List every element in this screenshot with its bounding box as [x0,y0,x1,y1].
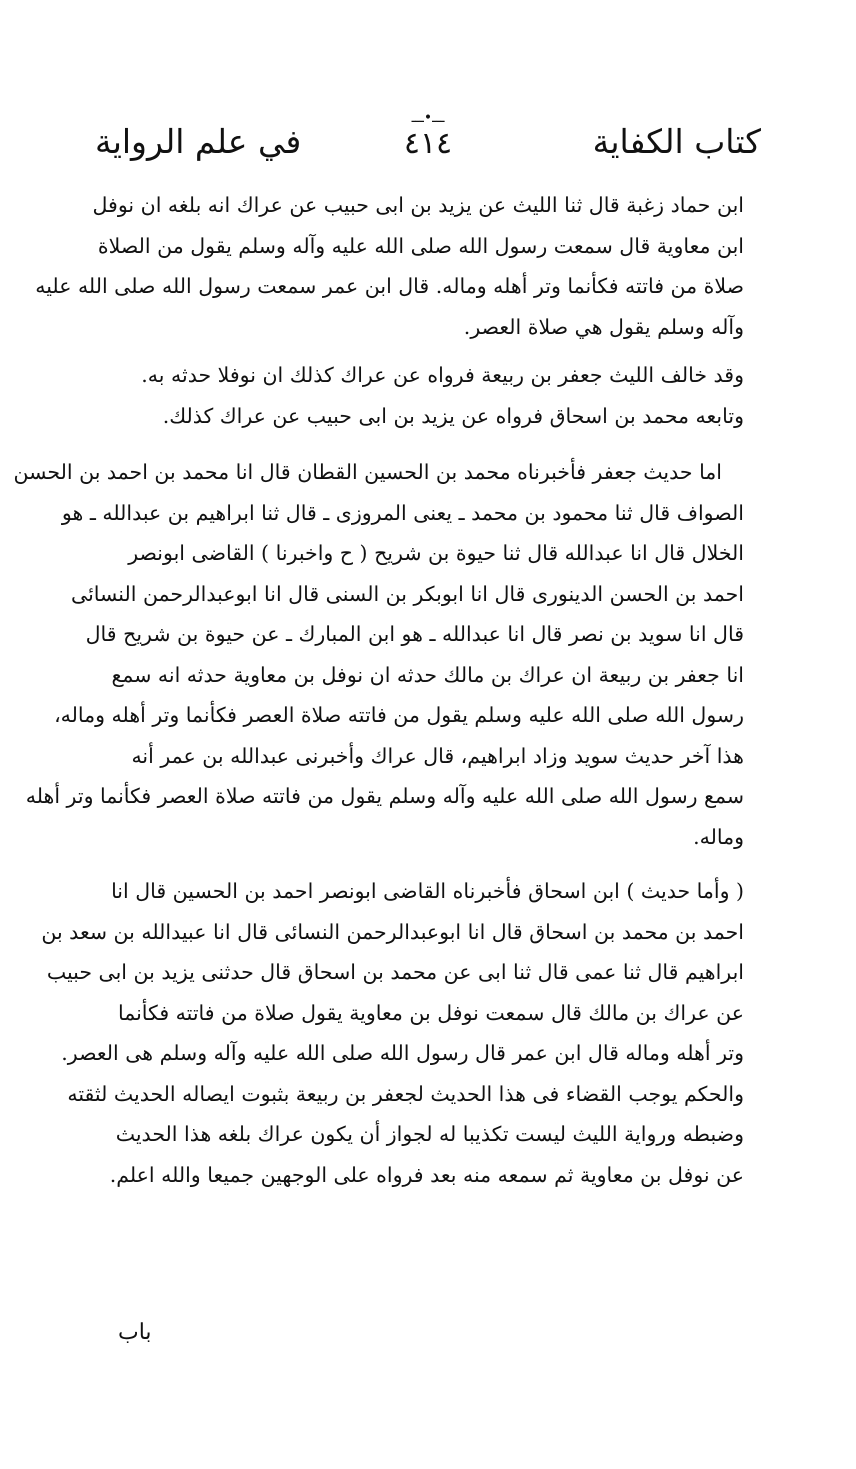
header-ornament: ـــ•ـــ [411,110,445,126]
text-line: انا جعفر بن ربيعة ان عراك بن مالك حدثه ان نوفل بن معاوية حدثه انه سمع [111,662,744,687]
text-line: والحكم يوجب القضاء فى هذا الحديث لجعفر بن ربيعة بثبوت ايصاله الحديث لثقته [67,1081,744,1106]
text-line: وضبطه ورواية الليث ليست تكذيبا له لجواز أن يكون عراك بلغه هذا الحديث [115,1122,744,1146]
text-line: احمد بن الحسن الدينورى قال انا ابوبكر بن السنى قال انا ابوعبدالرحمن النسائى [70,581,744,606]
text-line: ابراهيم قال ثنا عمى قال ثنا ابى عن محمد بن اسحاق قال حدثنى يزيد بن ابى حبيب [46,960,744,984]
text-line: وقد خالف الليث جعفر بن ربيعة فرواه عن عراك كذلك ان نوفلا حدثه به. [141,363,744,387]
book-subject: في علم الرواية [95,122,302,161]
catchword: باب [118,1320,152,1345]
text-line: الصواف قال ثنا محمود بن محمد ـ يعنى المروزى ـ قال ثنا ابراهيم بن عبدالله ـ هو [61,500,744,525]
page-header [95,110,761,178]
paragraph-1 [35,185,744,347]
paragraph-3 [100,396,744,437]
text-line: رسول الله صلى الله عليه وسلم يقول من فاتته صلاة العصر فكأنما وتر أهله وماله، [54,703,744,727]
paragraph-4 [13,452,744,857]
text-line: وتابعه محمد بن اسحاق فرواه عن يزيد بن ابى حبيب عن عراك كذلك. [162,403,744,428]
text-line: صلاة من فاتته فكأنما وتر أهله وماله. قال ابن عمر سمعت رسول الله صلى الله عليه [35,274,744,298]
paragraph-5 [41,871,744,1074]
text-line: عن نوفل بن معاوية ثم سمعه منه بعد فرواه على الوجهين جميعا والله اعلم. [109,1162,744,1187]
text-line: عن عراك بن مالك قال سمعت نوفل بن معاوية يقول صلاة من فاتته فكأنما [117,1000,744,1025]
paragraph-6 [67,1074,744,1196]
text-line: احمد بن محمد بن اسحاق قال انا ابوعبدالرحمن النسائى قال انا عبيدالله بن سعد بن [41,919,744,944]
text-line: اما حديث جعفر فأخبرناه محمد بن الحسين القطان قال انا محمد بن احمد بن الحسن [13,460,722,484]
body-text [13,185,744,1195]
text-line: ابن حماد زغبة قال ثنا الليث عن يزيد بن ابى حبيب عن عراك انه بلغه ان نوفل [92,193,744,217]
text-line: الخلال قال انا عبدالله قال ثنا حيوة بن شريح ( ح واخبرنا ) القاضى ابونصر [128,541,744,565]
text-line: هذا آخر حديث سويد وزاد ابراهيم، قال عراك وأخبرنى عبدالله بن عمر أنه [131,743,744,768]
text-line: وماله. [693,824,744,849]
book-title: كتاب الكفاية [592,122,761,161]
text-line: ابن معاوية قال سمعت رسول الله صلى الله عليه وآله وسلم يقول من الصلاة [97,233,744,258]
text-line: قال انا سويد بن نصر قال انا عبدالله ـ هو ابن المبارك ـ عن حيوة بن شريح قال [85,622,744,646]
text-line: سمع رسول الله صلى الله عليه وآله وسلم يقول من فاتته صلاة العصر فكأنما وتر أهله [25,784,744,808]
text-line: ( وأما حديث ) ابن اسحاق فأخبرناه القاضى ابونصر احمد بن الحسين قال انا [111,879,744,903]
page-number: ٤١٤ [403,126,453,161]
text-line: وتر أهله وماله قال ابن عمر قال رسول الله صلى الله عليه وآله وسلم هى العصر. [61,1041,744,1065]
text-line: وآله وسلم يقول هي صلاة العصر. [463,314,744,339]
paragraph-2 [100,355,744,396]
